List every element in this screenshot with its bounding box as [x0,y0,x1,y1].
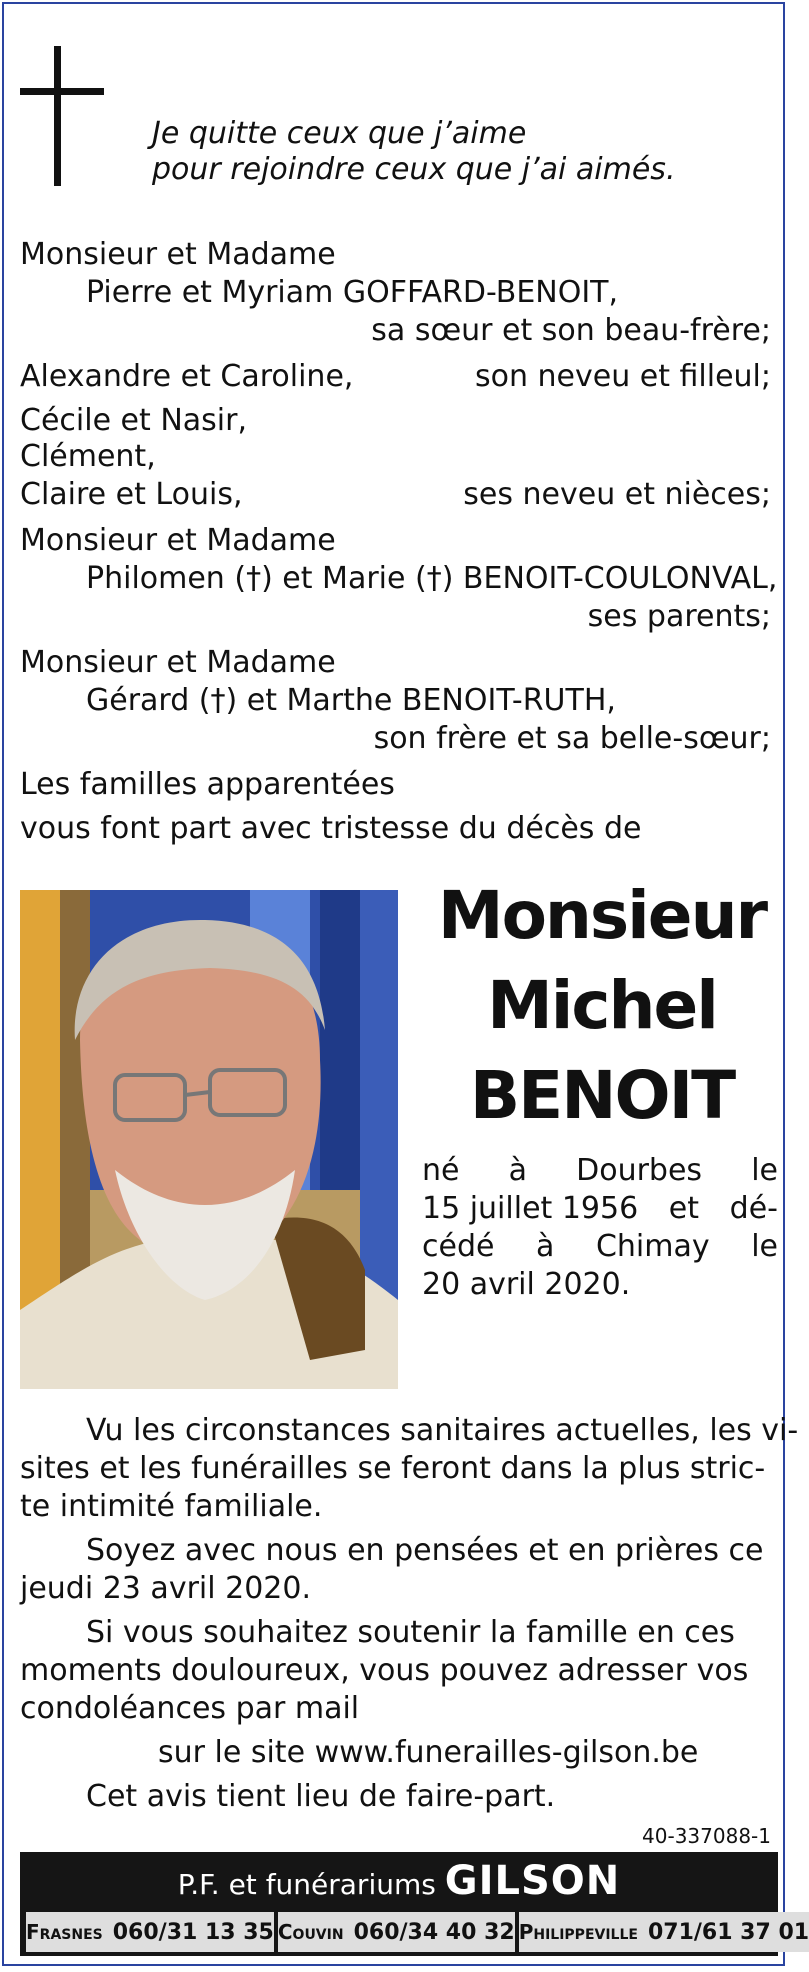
announcement-line: vous font part avec tristesse du décès de [20,811,642,846]
paragraph-line: Si vous souhaitez soutenir la famille en ces [86,1615,735,1650]
bio-line [422,1190,778,1228]
bio-word: le [751,1153,778,1188]
paragraph-line: te intimité familiale. [20,1489,323,1524]
bio-line [422,1228,778,1266]
bio-word: et [668,1191,700,1226]
portrait-photo [20,890,398,1389]
family-line: Monsieur et Madame [20,645,336,680]
bio-word: dé- [729,1191,778,1226]
family-line: Monsieur et Madame [20,237,336,272]
cross-icon-bar [20,88,104,95]
phone-row [24,1912,809,1952]
bio-word: 15 juillet 1956 [422,1191,639,1226]
deceased-first-name: Michel [487,967,717,1044]
bio-word: le [751,1229,778,1264]
city-name: Frasnes [26,1920,103,1944]
bio-word: 20 avril 2020. [422,1267,631,1302]
family-relation: ses parents; [587,599,771,634]
family-relation: ses neveu et nièces; [463,477,771,512]
phone-number: 060/34 40 32 [353,1919,515,1945]
obituary-notice [2,2,809,1966]
funeral-home-brand: GILSON [444,1858,621,1904]
family-line: Pierre et Myriam GOFFARD-BENOIT, [86,275,619,310]
family-line: Claire et Louis, [20,477,243,512]
epigraph-line-2: pour rejoindre ceux que j’ai aimés. [152,152,676,187]
family-line: Monsieur et Madame [20,523,336,558]
phone-cell-philippeville [519,1912,809,1952]
funeral-home-prefix: P.F. et funérariums [177,1868,436,1901]
bio-word: cédé [422,1229,495,1264]
paragraph-line: moments douloureux, vous pouvez adresser vos [20,1653,749,1688]
paragraph-line: jeudi 23 avril 2020. [20,1571,311,1606]
bio-word: Dourbes [576,1153,703,1188]
phone-cell-frasnes [26,1912,274,1952]
phone-cell-couvin [278,1912,515,1952]
deceased-title: Monsieur [437,877,767,954]
closing-line: Cet avis tient lieu de faire-part. [86,1779,556,1814]
bio-line [422,1266,778,1304]
family-line: Philomen (†) et Marie (†) BENOIT-COULONVAL, [86,561,778,596]
cross-icon [54,46,61,186]
paragraph-line: condoléances par mail [20,1691,360,1726]
bio-word: à [508,1153,527,1188]
bio-word: à [536,1229,555,1264]
deceased-bio [422,1152,778,1304]
paragraph-line: Vu les circonstances sanitaires actuelles, les vi- [86,1413,799,1448]
family-line: Clément, [20,439,156,474]
family-relation: son neveu et filleul; [474,359,771,394]
family-line: Alexandre et Caroline, [20,359,354,394]
family-relation: son frère et sa belle-sœur; [373,721,771,756]
bio-word: né [422,1153,460,1188]
website-line: sur le site www.funerailles-gilson.be [158,1735,699,1770]
reference-number: 40-337088-1 [642,1824,771,1848]
family-relation: sa sœur et son beau-frère; [371,313,771,348]
family-line: Les familles apparentées [20,767,395,802]
bio-line [422,1152,778,1190]
funeral-home-footer [20,1852,809,1956]
paragraph-line: sites et les funérailles se feront dans la plus stric- [20,1451,766,1486]
phone-number: 060/31 13 35 [112,1919,274,1945]
deceased-last-name: BENOIT [469,1057,735,1134]
epigraph-line-1: Je quitte ceux que j’aime [152,116,527,151]
bio-word: Chimay [595,1229,710,1264]
funeral-home-title [20,1856,778,1910]
paragraph-line: Soyez avec nous en pensées et en prières ce [86,1533,764,1568]
city-name: Couvin [277,1920,344,1944]
city-name: Philippeville [518,1920,638,1944]
phone-number: 071/61 37 01 [647,1919,809,1945]
family-line: Gérard (†) et Marthe BENOIT-RUTH, [86,683,616,718]
family-line: Cécile et Nasir, [20,403,247,438]
portrait-illustration [20,890,398,1389]
